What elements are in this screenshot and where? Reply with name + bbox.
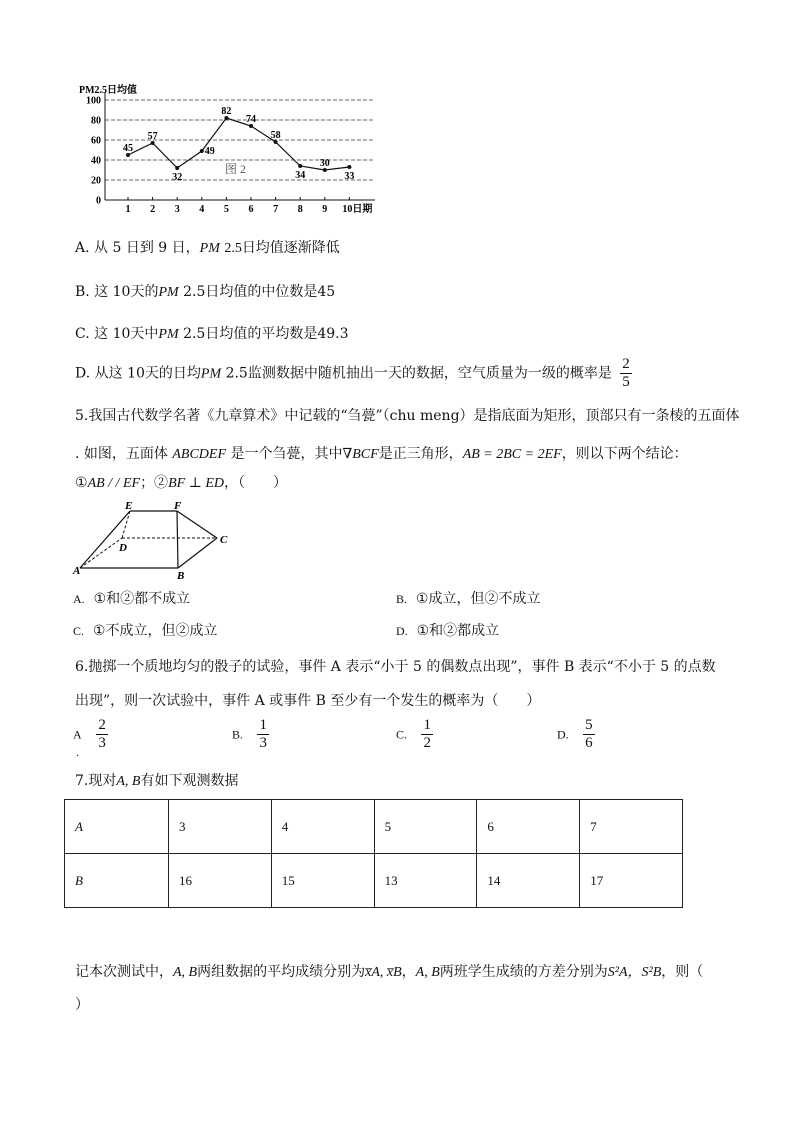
edge-BC xyxy=(178,538,217,568)
data-point xyxy=(175,166,179,170)
chart-title: PM2.5日均值 xyxy=(79,85,138,96)
data-label: 58 xyxy=(270,130,281,141)
q7-title: 7.现对A, B有如下观测数据 xyxy=(75,773,239,789)
table-row-b xyxy=(65,854,683,908)
edge-FB xyxy=(177,511,178,568)
pentahedron-figure xyxy=(70,498,240,582)
data-point xyxy=(347,165,351,169)
table-cell: 17 xyxy=(580,854,683,908)
q6-stem-line2: 出现”，则一次试验中，事件 A 或事件 B 至少有一个发生的概率为（ ） xyxy=(75,693,541,709)
table-cell: 6 xyxy=(477,800,580,854)
table-row-a xyxy=(65,800,683,854)
q4-option-a: A. 从 5 日到 9 日，PM 2.5日均值逐渐降低 xyxy=(75,240,340,256)
q5-option-b[interactable]: B. ①成立，但②不成立 xyxy=(396,591,541,607)
data-point xyxy=(298,164,302,168)
x-tick-label: 5 xyxy=(223,204,229,215)
x-tick-label: 7 xyxy=(273,204,279,215)
edge-AD xyxy=(80,538,122,568)
label-D: D xyxy=(119,542,127,554)
pm25-line-chart xyxy=(75,80,385,220)
label-C: C xyxy=(220,534,228,546)
data-label: 74 xyxy=(246,114,256,125)
q4-option-c: C. 这 10天中PM 2.5日均值的平均数是49.3 xyxy=(75,326,349,342)
q6-option-a[interactable]: A $\frac{2}{3}$ xyxy=(73,717,108,752)
y-tick-label: 60 xyxy=(91,135,101,147)
q6-fraction-d: $\frac{5}{6}$ xyxy=(585,717,593,751)
table-cell: 5 xyxy=(374,800,477,854)
data-label: 32 xyxy=(172,172,183,183)
label-F: F xyxy=(174,500,182,512)
data-label: 30 xyxy=(319,158,330,169)
label-B: B xyxy=(177,570,185,582)
q5-option-a[interactable]: A. ①和②都不成立 xyxy=(73,591,191,607)
data-label: 57 xyxy=(147,131,158,142)
x-tick-label: 6 xyxy=(248,204,254,215)
label-A: A xyxy=(73,565,81,577)
x-tick-label: 1 xyxy=(125,204,131,215)
data-label: 82 xyxy=(221,106,232,117)
q4-option-d: D. 从这 10天的日均PM 2.5监测数据中随机抽出一天的数据，空气质量为一级的概率是 $\frac{2}{5}$ xyxy=(75,356,630,390)
data-label: 34 xyxy=(295,170,306,181)
q5-stem-line1: 5.我国古代数学名著《九章算术》中记载的“刍甍”（chu meng）是指底面为矩形，顶部只有一条棱的五面体 xyxy=(75,408,740,424)
table-cell: 15 xyxy=(271,854,374,908)
table-cell: 16 xyxy=(169,854,272,908)
x-tick-label: 8 xyxy=(297,204,303,215)
q5-stem-line3: ①AB / / EF；②BF ⊥ ED，（ ） xyxy=(75,475,287,491)
label-E: E xyxy=(125,500,133,512)
q6-stem-line1: 6.抛掷一个质地均匀的骰子的试验，事件 A 表示“小于 5 的偶数点出现”，事件 B 表示“不小于 5 的点数 xyxy=(75,659,716,675)
q6-option-a-dot: . xyxy=(76,745,79,759)
edge-FC xyxy=(177,511,217,538)
data-point xyxy=(200,149,204,153)
q6-fraction-a: $\frac{2}{3}$ xyxy=(96,717,108,752)
q7-text-line1: 记本次测试中，A, B两组数据的平均成绩分别为x̅A, x̅B，A, B两班学生成绩的方差分别为S²A，S²B，则（ xyxy=(75,964,704,980)
probability-fraction: $\frac{2}{5}$ xyxy=(622,356,630,390)
table-cell: 7 xyxy=(580,800,683,854)
figure-caption: 图 2 xyxy=(225,162,247,176)
q5-stem-line2: . 如图，五面体 ABCDEF 是一个刍甍，其中∇BCF是正三角形，AB = 2BC = 2EF，则以下两个结论： xyxy=(75,446,688,462)
q5-option-c[interactable]: C. ①不成立，但②成立 xyxy=(73,623,218,639)
x-tick-label: 2 xyxy=(150,204,156,215)
x-tick-label: 3 xyxy=(174,204,180,215)
q6-option-b[interactable]: B. $\frac{1}{3}$ xyxy=(232,717,267,751)
q5-option-d[interactable]: D. ①和②都成立 xyxy=(396,623,500,639)
x-tick-label: 9 xyxy=(322,204,328,215)
observation-table xyxy=(64,799,683,908)
data-label: 45 xyxy=(123,143,133,154)
table-cell: 13 xyxy=(374,854,477,908)
table-cell: 4 xyxy=(271,800,374,854)
y-tick-label: 0 xyxy=(96,195,101,207)
row-label-b: B xyxy=(65,854,169,908)
q6-option-c[interactable]: C. $\frac{1}{2}$ xyxy=(396,717,431,751)
q6-option-d[interactable]: D. $\frac{5}{6}$ xyxy=(557,717,593,751)
table-cell: 3 xyxy=(169,800,272,854)
y-tick-label: 20 xyxy=(91,175,101,187)
y-tick-label: 100 xyxy=(86,95,101,107)
q6-fraction-b: $\frac{1}{3}$ xyxy=(259,717,267,751)
edge-AE xyxy=(80,511,130,568)
q6-fraction-c: $\frac{1}{2}$ xyxy=(423,717,431,751)
table-cell: 14 xyxy=(477,854,580,908)
row-label-a: A xyxy=(65,800,169,854)
q4-option-b: B. 这 10天的PM 2.5日均值的中位数是45 xyxy=(75,284,336,300)
y-tick-label: 40 xyxy=(91,155,101,167)
x-tick-label: 4 xyxy=(199,204,205,215)
data-label: 49 xyxy=(204,146,215,157)
x-tick-label: 10日期 xyxy=(342,204,373,215)
q7-text-line2: ） xyxy=(75,997,89,1013)
data-label: 33 xyxy=(344,171,355,182)
y-tick-label: 80 xyxy=(91,115,101,127)
